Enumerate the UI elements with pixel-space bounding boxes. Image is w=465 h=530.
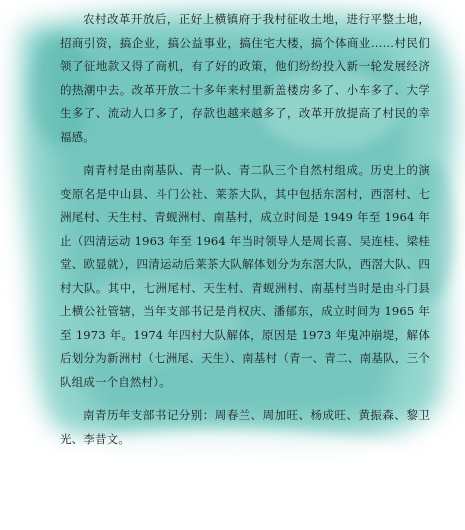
paragraph-history: 南青村是由南基队、青一队、青二队三个自然村组成。历史上的演变原名是中山县、斗门公社、莱茶大队，其中包括东滘村，西滘村、七洲尾村、天生村、青蚬洲村、南基村，成立时间是 1949 年至 1964 年止（四清运动 1963 年至 1964 年当时领导人是周长喜、吴连桂、梁桂堂、欧显就），四清运动后莱茶大队解体划分为东滘大队，西滘大队、四村大队。其中，七洲尾村、天生村、青蚬洲村、南基村当时是由斗门县上横公社管辖，当年支部书记是肖权庆、潘郁东，成立时间为 1965 年至 1973 年。1974 年四村大队解体，原因是 1973 年鬼冲崩堤，解体后划分为新洲村（七洲尾、天生）、南基村（青一、青二、南基队，三个队组成一个自然村）。 bbox=[60, 163, 430, 389]
paragraph-reform: 农村改革开放后，正好上横镇府于我村征收土地，进行平整土地，招商引资，搞企业，搞公益事业，搞住宅大楼，搞个体商业……村民们领了征地款又得了商机，有了好的政策，他们纷纷投入新一轮发展经济的热潮中去。改革开放二十多年来村里新盖楼房多了、小车多了、大学生多了、流动人口多了，存款也越来越多了，改革开放提高了村民的幸福感。 bbox=[60, 12, 430, 144]
body-text bbox=[60, 8, 430, 451]
paragraph-secretaries: 南青历年支部书记分别：周春兰、周加旺、杨成旺、黄振森、黎卫光、李昔文。 bbox=[60, 408, 430, 446]
